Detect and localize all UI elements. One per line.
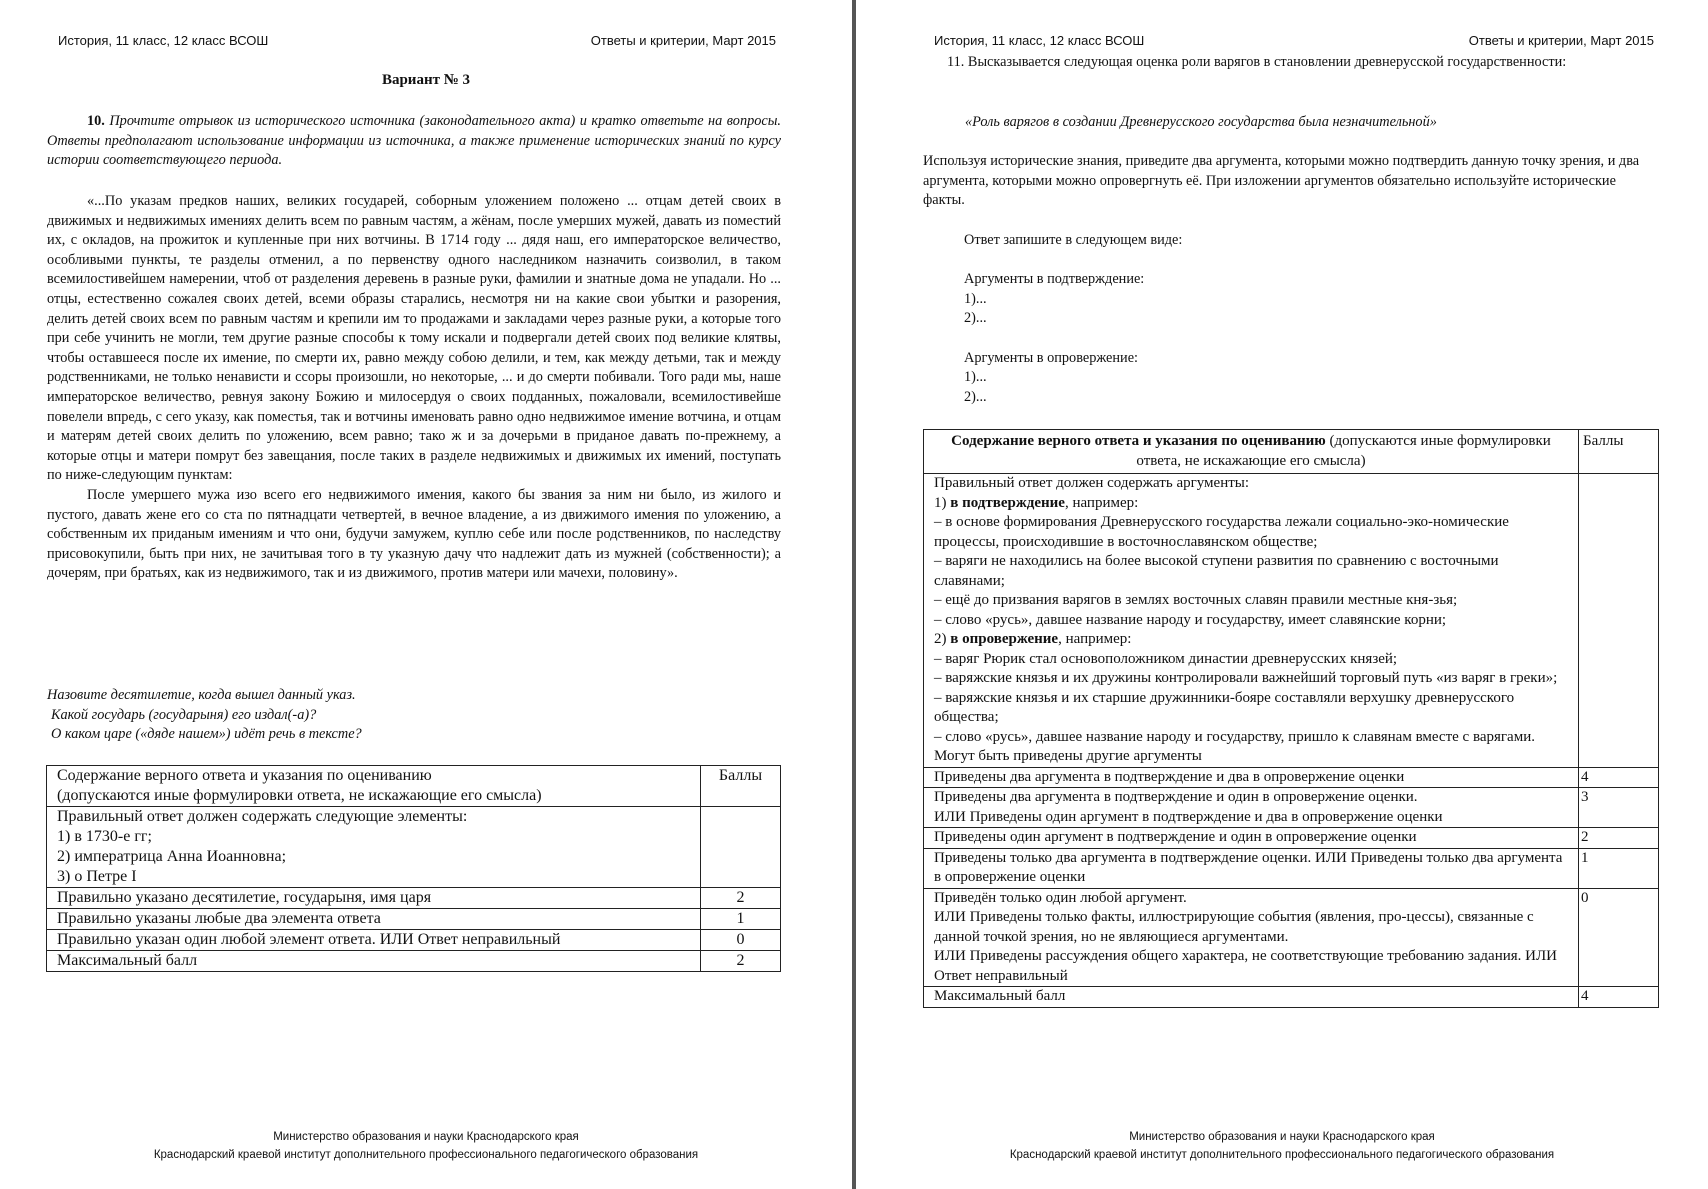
- table-header-content: [924, 430, 1579, 474]
- confirm-item: – слово «русь», давшее название народу и государству, имеет славянские корни;: [934, 611, 1447, 628]
- table-answer-row: [47, 807, 781, 888]
- criterion-line: ИЛИ Приведены только факты, иллюстрирующие события (явления, про-цессы), связанные с данной точкой зрения, но не являющиеся аргументами.: [934, 909, 1534, 945]
- criterion-line: ИЛИ Приведены рассуждения общего характера, не соответствующие требованию задания. ИЛИ Ответ неправильный: [934, 948, 1557, 984]
- table-answer-row: [924, 474, 1659, 768]
- refute-label: Аргументы в опровержение:: [964, 349, 1139, 366]
- table-row: [47, 951, 781, 972]
- criterion-line: Максимальный балл: [934, 988, 1066, 1004]
- refute-item: – варяжские князья и их дружины контролировали важнейший торговый путь «из варяг в греки»;: [934, 670, 1558, 686]
- task-11-intro: 11. Высказывается следующая оценка роли варягов в становлении древнерусской государственности:: [947, 54, 1567, 70]
- footer-line-2: Краснодарский краевой институт дополнительного профессионального педагогического образования: [153, 1149, 699, 1161]
- answer-line: 1) в 1730-е гг;: [57, 828, 152, 845]
- question-2: Какой государь (государыня) его издал(-а)?: [51, 706, 317, 723]
- refute-item: – слово «русь», давшее название народу и государству, пришло к славянам вместе с варягами.: [934, 728, 1535, 745]
- criterion-points: 0: [701, 930, 781, 951]
- criterion-points: 1: [701, 909, 781, 930]
- confirm-bold: в подтверждение: [950, 494, 1065, 511]
- criterion-line: Приведён только один любой аргумент.: [934, 889, 1187, 906]
- header-bold: Содержание верного ответа и указания по оцениванию: [951, 433, 1326, 449]
- criteria-table-10: [46, 765, 781, 972]
- answer-outro: Могут быть приведены другие аргументы: [934, 748, 1202, 764]
- source-paragraph-2: После умершего мужа изо всего его недвижимого имения, какого бы звания за ним ни было, из жилого и пустого, давать жене его со ста по пятнадцати четвертей, в вечное владение, а из движимого имения по уложению, а собственным их приданым имениям и что они, будучи замужем, куплю себе или после родственников, по наследству присовокупили, быть при них, не зачитывая того в ту указную дачу что надлежит дать из мужней (собственности); а дочерям, при братьях, как из недвижимого, так и из движимого, против матери или мачехи, половину».: [47, 486, 781, 582]
- question-3: О каком царе («дяде нашем») идёт речь в тексте?: [51, 726, 362, 742]
- task-questions: [47, 686, 781, 745]
- criterion-text: [924, 888, 1579, 987]
- criterion-points: 1: [1579, 848, 1659, 888]
- criterion-text: [924, 828, 1579, 849]
- table-row: [924, 788, 1659, 828]
- task-number: 10.: [87, 113, 105, 129]
- table-header-row: [47, 766, 781, 807]
- table-row: [924, 767, 1659, 788]
- table-header-points: Баллы: [1579, 430, 1659, 474]
- confirm-prefix: 1): [934, 494, 951, 511]
- table-row: [47, 930, 781, 951]
- criterion-text: [924, 767, 1579, 788]
- refute-slot-2: 2)...: [964, 388, 987, 405]
- criterion-points: 2: [701, 888, 781, 909]
- criterion-points: 4: [1579, 987, 1659, 1008]
- criterion-points: 2: [701, 951, 781, 972]
- answer-intro: Правильный ответ должен содержать аргументы:: [934, 475, 1250, 491]
- criterion-text: Правильно указан один любой элемент ответа. ИЛИ Ответ неправильный: [47, 930, 701, 951]
- criterion-text: [924, 987, 1579, 1008]
- refute-item: – варяг Рюрик стал основоположником династии древнерусских князей;: [934, 650, 1398, 667]
- table-row: [47, 909, 781, 930]
- header-left: История, 11 класс, 12 класс ВСОШ: [58, 33, 269, 48]
- criterion-line: Приведены два аргумента в подтверждение и два в опровержение оценки: [934, 768, 1405, 785]
- criterion-line: Приведены один аргумент в подтверждение и один в опровержение оценки: [934, 829, 1417, 845]
- criterion-points: 4: [1579, 767, 1659, 788]
- criterion-text: [924, 788, 1579, 828]
- confirm-slot-1: 1)...: [964, 290, 987, 307]
- criterion-points: 2: [1579, 828, 1659, 849]
- table-header-points: Баллы: [701, 766, 781, 807]
- task-11-instruction: Используя исторические знания, приведите два аргумента, которыми можно подтвердить данную точку зрения, и два аргумента, которыми можно опровергнуть её. При изложении аргументов обязательно используйте исторические факты.: [923, 153, 1640, 209]
- footer-right: [856, 1128, 1708, 1164]
- answer-line: Правильный ответ должен содержать следующие элементы:: [57, 808, 468, 825]
- table-row: [924, 848, 1659, 888]
- refute-slot-1: 1)...: [964, 369, 987, 386]
- table-row: [924, 987, 1659, 1008]
- criterion-text: Правильно указаны любые два элемента ответа: [47, 909, 701, 930]
- confirm-item: – варяги не находились на более высокой ступени развития по сравнению с восточными славянами;: [934, 553, 1499, 589]
- confirm-slot-2: 2)...: [964, 310, 987, 327]
- form-intro: Ответ запишите в следующем виде:: [964, 232, 1183, 248]
- criterion-text: Максимальный балл: [47, 951, 701, 972]
- refute-item: – варяжские князья и их старшие дружинники-бояре составляли верхушку древнерусского общества;: [934, 689, 1515, 725]
- criterion-points: 0: [1579, 888, 1659, 987]
- refute-bold: в опровержение: [950, 631, 1059, 647]
- left-page: [0, 0, 852, 1189]
- header-content-line-1: Содержание верного ответа и указания по оцениванию: [57, 767, 432, 784]
- table-header-row: [924, 430, 1659, 474]
- answer-elements: [47, 807, 701, 888]
- criteria-table-11: [923, 429, 1659, 1008]
- criterion-line: ИЛИ Приведены один аргумент в подтверждение и два в опровержение оценки: [934, 808, 1443, 825]
- table-row: [924, 828, 1659, 849]
- answer-arguments: [924, 474, 1579, 768]
- source-paragraph-1: «...По указам предков наших, великих государей, соборным уложением положено ... отцам детей своих в движимых и недвижимых имениях делить всем по равным частям, а жёнам, после умерших мужей, давать из поместий их, с окладов, на прожиток и купленные при них вотчины. В 1714 году ... дядя наш, его императорское величество, особливыми пункты, те разделы отменил, а по первенству одного наследником назначить соизволил, в таком всемилостивейшем намерении, чтоб от разделения деревень в разные руки, фамилии и знатные дома не упадали. Но ... отцы, естественно сожалея своих детей, всеми образы старались, несмотря ни на какие свои убытки и разорения, делить детей своих всем по равным частям и крепили им то продажами и закладами через разные руки, а которые того при себе учинить не могли, тем другие разные способы к тому искали и подвергали детей своих под великие клятвы, чтобы оставшееся после их имение, по смерти их, равно между собою делили, и тем, как между детьми, так и между родственниками, не только ненависти и ссоры произошли, но некоторые, ... и до смерти побивали. Того ради мы, наше императорское величество, ревнуя закону Божию и милосердуя о своих подданных, пожаловали, всемилостивейше повелели впредь, с сего указу, как поместья, так и вотчины именовать равно одно недвижимое имение вотчина, и отцам и матерям детей своих делить по уложению, всем равно; тако ж и за дочерьми в приданое давать по-прежнему, а которые отцы и матери помрут без завещания, после таких в разделе недвижимых и движимых их имений, поступать по ниже-следующим пунктам:: [47, 193, 781, 484]
- footer-line-2: Краснодарский краевой институт дополнительного профессионального педагогического образования: [1009, 1149, 1555, 1161]
- criterion-text: Правильно указано десятилетие, государыня, имя царя: [47, 888, 701, 909]
- confirm-heading: [934, 494, 1568, 514]
- header-content-line-2: (допускаются иные формулировки ответа, не искажающие его смысла): [57, 787, 542, 804]
- task-11-quote: «Роль варягов в создании Древнерусского государства была незначительной»: [965, 114, 1437, 130]
- footer-line-1: Министерство образования и науки Краснодарского края: [1129, 1131, 1435, 1143]
- confirm-suffix: , например:: [1064, 494, 1139, 511]
- right-page: [856, 0, 1708, 1189]
- question-1: Назовите десятилетие, когда вышел данный указ.: [47, 687, 356, 703]
- variant-title: Вариант № 3: [381, 72, 471, 88]
- table-header-content: [47, 766, 701, 807]
- criterion-line: Приведены только два аргумента в подтверждение оценки. ИЛИ Приведены только два аргумента в опровержение оценки: [934, 849, 1563, 885]
- header-rest: (допускаются иные формулировки ответа, не искажающие его смысла): [1136, 433, 1551, 469]
- footer-left: [0, 1128, 852, 1164]
- answer-form: [964, 231, 1644, 407]
- confirm-item: – ещё до призвания варягов в землях восточных славян правили местные кня-зья;: [934, 592, 1458, 608]
- refute-prefix: 2): [934, 631, 951, 647]
- header-right: Ответы и критерии, Март 2015: [590, 33, 776, 48]
- refute-heading: [934, 630, 1568, 650]
- answer-points-empty: [1579, 474, 1659, 768]
- answer-line: 2) императрица Анна Иоанновна;: [57, 848, 287, 865]
- header-left: История, 11 класс, 12 класс ВСОШ: [934, 33, 1145, 48]
- confirm-label: Аргументы в подтверждение:: [964, 271, 1145, 288]
- answer-line: 3) о Петре I: [57, 868, 137, 885]
- answer-points-empty: [701, 807, 781, 888]
- criterion-line: Приведены два аргумента в подтверждение и один в опровержение оценки.: [934, 789, 1418, 805]
- table-row: [47, 888, 781, 909]
- source-excerpt: [47, 192, 781, 584]
- header-right: Ответы и критерии, Март 2015: [1468, 33, 1654, 48]
- confirm-item: – в основе формирования Древнерусского государства лежали социально-эко-номические процессы, происходившие в восточнославянском обществе;: [934, 514, 1509, 550]
- criterion-text: [924, 848, 1579, 888]
- refute-suffix: , например:: [1058, 631, 1132, 647]
- footer-line-1: Министерство образования и науки Краснодарского края: [273, 1131, 579, 1143]
- task-text: Прочтите отрывок из исторического источника (законодательного акта) и кратко ответьте на вопросы. Ответы предполагают использование информации из источника, а также применение исторических знаний по курсу истории соответствующего периода.: [47, 113, 781, 169]
- table-row: [924, 888, 1659, 987]
- task-10-instruction: [47, 112, 781, 171]
- criterion-points: 3: [1579, 788, 1659, 828]
